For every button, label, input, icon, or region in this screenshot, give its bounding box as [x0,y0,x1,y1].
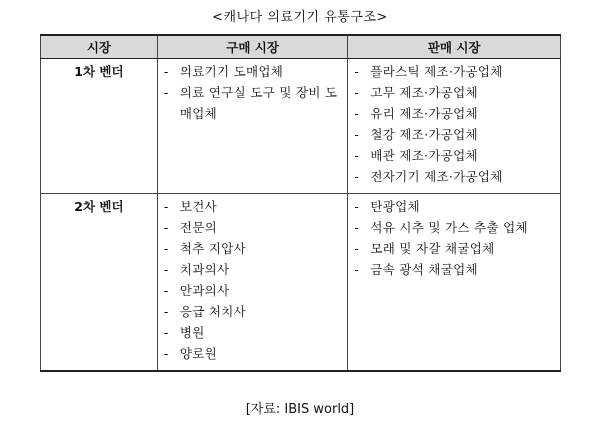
sell-market-list [354,196,556,280]
list-dash: - [163,220,169,235]
list-dash: - [163,85,169,100]
list-item-text: 금속 광석 채굴업체 [370,262,478,277]
list-dash: - [354,148,360,163]
header-buy-market: 구매 시장 [157,35,347,59]
list-item [354,61,556,82]
list-dash: - [163,304,169,319]
list-item [354,196,556,217]
list-item-text: 전자기기 제조·가공업체 [370,169,503,184]
buy-market-cell [157,194,347,372]
buy-market-list [164,196,343,364]
buy-market-cell [157,59,347,194]
list-item-text: 유리 제조·가공업체 [370,106,478,121]
list-item [354,259,556,280]
list-item [354,124,556,145]
list-item [354,217,556,238]
list-dash: - [163,241,169,256]
list-dash: - [163,64,169,79]
list-item [164,61,343,82]
list-item-text: 플라스틱 제조·가공업체 [370,64,503,79]
sell-market-cell [348,194,561,372]
list-item-text: 의료 연구실 도구 및 장비 도매업체 [179,85,338,121]
table-caption: <캐나다 의료기기 유통구조> [212,10,388,25]
distribution-table [40,34,561,372]
list-item-text: 의료기기 도매업체 [179,64,284,79]
table-header-row [41,35,561,59]
list-item-text: 치과의사 [179,262,230,277]
list-dash: - [354,106,360,121]
list-item [164,82,343,124]
market-cell: 2차 벤더 [41,194,158,372]
list-item [354,103,556,124]
list-item-text: 철강 제조·가공업체 [370,127,478,142]
list-item [164,301,343,322]
list-item-text: 보건사 [179,199,218,214]
header-market: 시장 [41,35,158,59]
list-item [164,280,343,301]
list-item [164,322,343,343]
list-item [164,343,343,364]
list-item [164,217,343,238]
list-dash: - [163,262,169,277]
list-dash: - [163,283,169,298]
list-item [164,238,343,259]
list-item-text: 고무 제조·가공업체 [370,85,478,100]
list-dash: - [354,241,360,256]
list-dash: - [354,262,360,277]
list-item-text: 전문의 [179,220,218,235]
list-dash: - [163,199,169,214]
list-item-text: 척추 지압사 [179,241,247,256]
table-row-vendor-1 [41,59,561,194]
market-cell: 1차 벤더 [41,59,158,194]
list-item-text: 모래 및 자갈 채굴업체 [370,241,495,256]
list-item [354,145,556,166]
source-note: [자료: IBIS world] [245,402,355,417]
list-dash: - [354,85,360,100]
list-dash: - [354,169,360,184]
sell-market-list [354,61,556,187]
list-item [354,238,556,259]
list-dash: - [163,325,169,340]
list-item-text: 양로원 [179,346,218,361]
list-item [164,196,343,217]
list-item-text: 응급 처치사 [179,304,247,319]
list-item-text: 병원 [179,325,205,340]
list-item [354,82,556,103]
table-row-vendor-2 [41,194,561,372]
list-dash: - [354,64,360,79]
list-item-text: 안과의사 [179,283,230,298]
sell-market-cell [348,59,561,194]
list-dash: - [354,199,360,214]
list-dash: - [163,346,169,361]
list-item-text: 탄광업체 [370,199,420,214]
list-dash: - [354,220,360,235]
list-item [164,259,343,280]
header-sell-market: 판매 시장 [348,35,561,59]
list-dash: - [354,127,360,142]
list-item [354,166,556,187]
buy-market-list [164,61,343,124]
list-item-text: 석유 시추 및 가스 추출 업체 [370,220,528,235]
list-item-text: 배관 제조·가공업체 [370,148,478,163]
